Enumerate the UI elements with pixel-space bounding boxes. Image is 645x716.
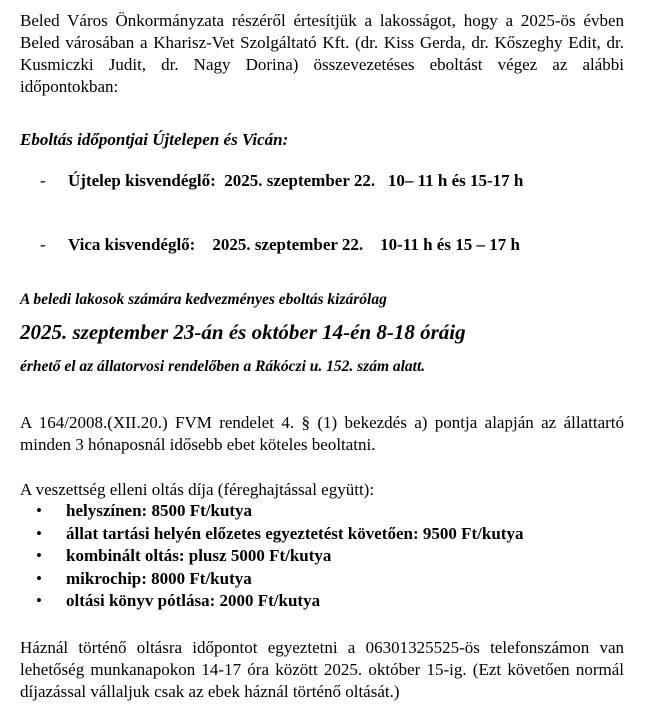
schedule-title: Eboltás időpontjai Újtelepen és Vicán:	[20, 130, 289, 149]
schedule-row-text: Újtelep kisvendéglő: 2025. szeptember 22. 10– 11 h és 15-17 h	[68, 171, 524, 190]
home-vaccination-paragraph: Háznál történő oltásra időpontot egyeztetni a 06301325525-ös telefonszámon van lehetőség munkanapokon 14-17 óra között 2025. október 15-ig. (Ezt követően normál díjazással vállaljuk csak az ebek háznál történő oltását.)	[20, 638, 624, 701]
list-item	[36, 590, 523, 613]
list-item	[36, 545, 523, 568]
fee-text: kombinált oltás: plusz 5000 Ft/kutya	[66, 546, 332, 565]
fee-text: helyszínen: 8500 Ft/kutya	[66, 501, 253, 520]
fee-text: mikrochip: 8000 Ft/kutya	[66, 568, 252, 588]
dash-marker: -	[40, 171, 46, 190]
benefit-dates: 2025. szeptember 23-án és október 14-én 8-18 óráig	[20, 320, 466, 344]
regulation-paragraph: A 164/2008.(XII.20.) FVM rendelet 4. § (1) bekezdés a) pontja alapján az állattartó minden 3 hónaposnál idősebb ebet köteles beoltatni.	[20, 413, 624, 454]
dash-marker: -	[40, 235, 46, 254]
list-item	[36, 568, 523, 591]
list-item	[36, 500, 523, 523]
benefit-location: érhető el az állatorvosi rendelőben a Rákóczi u. 152. szám alatt.	[20, 358, 426, 375]
schedule-row-ujtelep	[40, 171, 523, 191]
bullet-icon: •	[36, 546, 42, 565]
bullet-icon: •	[36, 568, 42, 588]
benefit-line-1: A beledi lakosok számára kedvezményes eboltás kizárólag	[20, 291, 387, 308]
fees-intro: A veszettség elleni oltás díja (féreghajtással együtt):	[20, 480, 375, 499]
schedule-row-vica	[40, 235, 520, 255]
bullet-icon: •	[36, 501, 42, 520]
fee-text: állat tartási helyén előzetes egyeztetést követően: 9500 Ft/kutya	[66, 523, 524, 543]
fees-list	[36, 500, 523, 613]
fee-text: oltási könyv pótlása: 2000 Ft/kutya	[66, 591, 321, 610]
schedule-row-text: Vica kisvendéglő: 2025. szeptember 22. 10-11 h és 15 – 17 h	[68, 235, 520, 254]
bullet-icon: •	[36, 523, 42, 543]
intro-paragraph: Beled Város Önkormányzata részéről értesítjük a lakosságot, hogy a 2025-ös évben Beled városában a Kharisz-Vet Szolgáltató Kft. (dr. Kiss Gerda, dr. Kőszeghy Edit, dr. Kusmiczki Judit, dr. Nagy Dorina) összevezetéses eboltást végez az alábbi időpontokban:	[20, 11, 624, 96]
bullet-icon: •	[36, 591, 42, 610]
list-item	[36, 523, 523, 546]
